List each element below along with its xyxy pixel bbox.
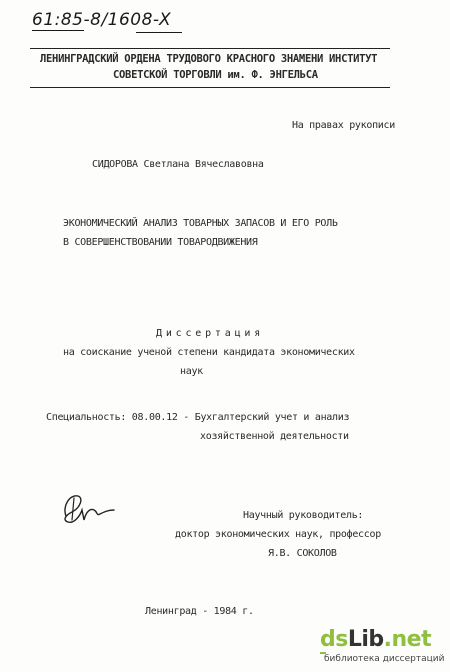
handwritten-underline bbox=[32, 30, 84, 31]
institution-line-2: СОВЕТСКОЙ ТОРГОВЛИ им. Ф. ЭНГЕЛЬСА bbox=[113, 69, 318, 81]
handwritten-signature bbox=[52, 486, 122, 526]
dissertation-line-2: наук bbox=[180, 366, 203, 377]
dissertation-line-1: на соискание ученой степени кандидата экономических bbox=[63, 347, 355, 358]
dslib-subtitle: библиотека диссертаций bbox=[324, 654, 445, 664]
title-line-1: ЭКОНОМИЧЕСКИЙ АНАЛИЗ ТОВАРНЫХ ЗАПАСОВ И ЕГО РОЛЬ bbox=[63, 218, 338, 229]
dslib-logo: dsLib.net bbox=[320, 627, 432, 652]
manuscript-note: На правах рукописи bbox=[292, 120, 395, 131]
specialty-line-2: хозяйственной деятельности bbox=[200, 431, 349, 442]
dslib-watermark[interactable] bbox=[320, 628, 448, 670]
place-date: Ленинград - 1984 г. bbox=[145, 606, 254, 617]
supervisor-degree: доктор экономических наук, профессор bbox=[175, 529, 381, 540]
institution-line-1: ЛЕНИНГРАДСКИЙ ОРДЕНА ТРУДОВОГО КРАСНОГО ЗНАМЕНИ ИНСТИТУТ bbox=[40, 53, 378, 65]
handwritten-underline-2 bbox=[136, 32, 182, 33]
handwritten-reference: 61:85-8/1608-X bbox=[32, 10, 172, 30]
author-name: СИДОРОВА Светлана Вячеславовна bbox=[92, 159, 264, 170]
supervisor-label: Научный руководитель: bbox=[243, 510, 364, 521]
specialty-line-1: Специальность: 08.00.12 - Бухгалтерский учет и анализ bbox=[46, 412, 350, 423]
title-line-2: В СОВЕРШЕНСТВОВАНИИ ТОВАРОДВИЖЕНИЯ bbox=[63, 237, 258, 248]
supervisor-name: Я.В. СОКОЛОВ bbox=[268, 548, 337, 559]
dissertation-heading: Диссертация bbox=[156, 328, 265, 339]
